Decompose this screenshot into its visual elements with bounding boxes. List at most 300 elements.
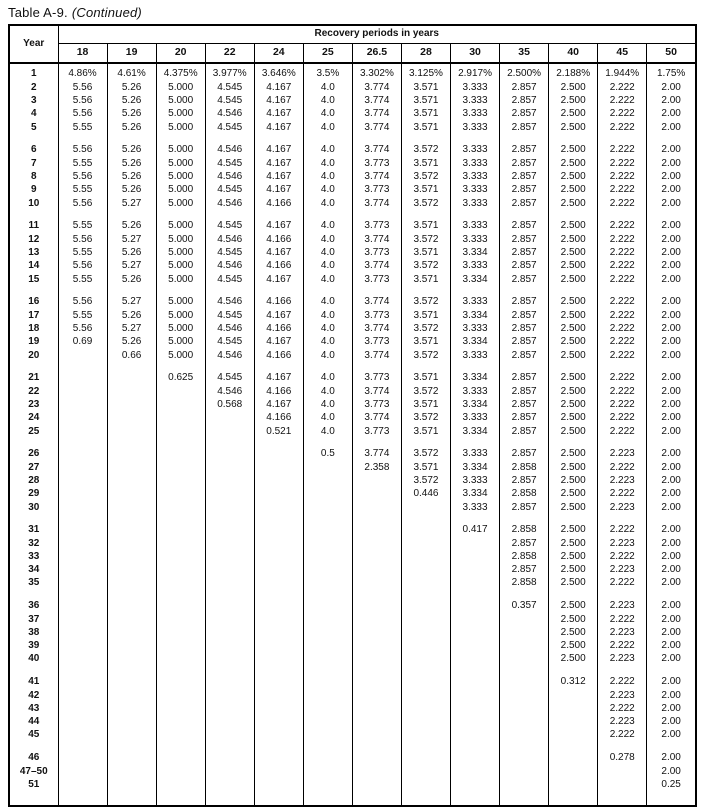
value-cell: [156, 551, 205, 564]
value-cell: [401, 626, 450, 639]
value-cell: [451, 729, 500, 742]
value-cell: [107, 653, 156, 666]
value-cell: 2.500: [549, 448, 598, 461]
value-cell: 2.00: [647, 372, 696, 385]
value-cell: 2.00: [647, 537, 696, 550]
value-cell: [254, 524, 303, 537]
value-cell: 3.977%: [205, 68, 254, 81]
year-cell: 22: [9, 385, 58, 398]
value-cell: 2.857: [500, 220, 549, 233]
value-cell: 4.166: [254, 233, 303, 246]
value-cell: 4.0: [303, 309, 352, 322]
value-cell: 3.774: [352, 260, 401, 273]
value-cell: 2.00: [647, 197, 696, 210]
value-cell: 2.00: [647, 399, 696, 412]
year-cell: 24: [9, 412, 58, 425]
value-cell: 3.334: [451, 372, 500, 385]
value-cell: [303, 765, 352, 778]
value-cell: 3.773: [352, 184, 401, 197]
year-cell: 29: [9, 488, 58, 501]
value-cell: 2.00: [647, 488, 696, 501]
value-cell: 2.857: [500, 475, 549, 488]
value-cell: 4.545: [205, 220, 254, 233]
year-cell: 4: [9, 108, 58, 121]
value-cell: 0.66: [107, 349, 156, 362]
column-header: 22: [205, 43, 254, 63]
table-row: [9, 676, 696, 689]
value-cell: [500, 676, 549, 689]
value-cell: [107, 537, 156, 550]
value-cell: [107, 448, 156, 461]
value-cell: 3.333: [451, 296, 500, 309]
value-cell: [254, 640, 303, 653]
value-cell: 3.333: [451, 260, 500, 273]
value-cell: [352, 778, 401, 791]
value-cell: 2.500: [549, 564, 598, 577]
value-cell: 3.773: [352, 425, 401, 438]
value-cell: [254, 689, 303, 702]
value-cell: 4.167: [254, 184, 303, 197]
value-cell: [156, 577, 205, 590]
value-cell: [401, 524, 450, 537]
value-cell: [303, 600, 352, 613]
value-cell: 5.27: [107, 323, 156, 336]
table-row: [9, 600, 696, 613]
value-cell: [401, 778, 450, 791]
value-cell: 3.774: [352, 144, 401, 157]
value-cell: [205, 475, 254, 488]
value-cell: 2.223: [598, 689, 647, 702]
value-cell: [352, 613, 401, 626]
year-cell: 37: [9, 613, 58, 626]
value-cell: [156, 399, 205, 412]
value-cell: 4.61%: [107, 68, 156, 81]
value-cell: 3.773: [352, 220, 401, 233]
value-cell: [352, 564, 401, 577]
value-cell: [205, 412, 254, 425]
value-cell: 3.333: [451, 171, 500, 184]
value-cell: [254, 626, 303, 639]
value-cell: [58, 676, 107, 689]
table-row: [9, 95, 696, 108]
value-cell: 2.222: [598, 144, 647, 157]
value-cell: 5.55: [58, 273, 107, 286]
value-cell: 0.357: [500, 600, 549, 613]
value-cell: [451, 640, 500, 653]
table-row: [9, 220, 696, 233]
value-cell: [156, 385, 205, 398]
value-cell: [58, 752, 107, 765]
value-cell: 4.167: [254, 157, 303, 170]
value-cell: 2.222: [598, 399, 647, 412]
value-cell: 3.333: [451, 220, 500, 233]
value-cell: 2.222: [598, 220, 647, 233]
value-cell: [205, 425, 254, 438]
value-cell: 2.500: [549, 81, 598, 94]
value-cell: [451, 765, 500, 778]
value-cell: [254, 752, 303, 765]
value-cell: 2.857: [500, 184, 549, 197]
value-cell: 5.55: [58, 309, 107, 322]
value-cell: 2.00: [647, 551, 696, 564]
value-cell: [254, 564, 303, 577]
value-cell: 5.000: [156, 309, 205, 322]
value-cell: 2.857: [500, 197, 549, 210]
value-cell: 5.56: [58, 144, 107, 157]
value-cell: 3.774: [352, 171, 401, 184]
value-cell: 4.86%: [58, 68, 107, 81]
value-cell: [500, 729, 549, 742]
value-cell: 4.0: [303, 247, 352, 260]
year-cell: 32: [9, 537, 58, 550]
value-cell: 2.500: [549, 425, 598, 438]
table-continued-label: (Continued): [71, 5, 142, 20]
value-cell: [205, 577, 254, 590]
value-cell: [549, 729, 598, 742]
year-cell: 20: [9, 349, 58, 362]
value-cell: [107, 600, 156, 613]
value-cell: 2.857: [500, 296, 549, 309]
value-cell: [451, 600, 500, 613]
value-cell: [107, 501, 156, 514]
value-cell: [401, 702, 450, 715]
value-cell: 3.773: [352, 273, 401, 286]
value-cell: 2.500%: [500, 68, 549, 81]
value-cell: 2.857: [500, 273, 549, 286]
value-cell: [451, 702, 500, 715]
value-cell: 2.00: [647, 336, 696, 349]
table-row: [9, 273, 696, 286]
table-row: [9, 524, 696, 537]
table-row: [9, 537, 696, 550]
value-cell: 2.00: [647, 157, 696, 170]
value-cell: [205, 626, 254, 639]
value-cell: [107, 577, 156, 590]
value-cell: 3.333: [451, 323, 500, 336]
value-cell: 4.167: [254, 372, 303, 385]
value-cell: 2.858: [500, 577, 549, 590]
column-header: 40: [549, 43, 598, 63]
value-cell: 4.0: [303, 197, 352, 210]
value-cell: 2.188%: [549, 68, 598, 81]
value-cell: 2.500: [549, 626, 598, 639]
value-cell: 4.167: [254, 108, 303, 121]
value-cell: 0.278: [598, 752, 647, 765]
year-cell: 43: [9, 702, 58, 715]
value-cell: 2.500: [549, 501, 598, 514]
year-cell: 39: [9, 640, 58, 653]
table-row: [9, 81, 696, 94]
value-cell: [352, 640, 401, 653]
value-cell: 2.500: [549, 144, 598, 157]
value-cell: [500, 702, 549, 715]
value-cell: [58, 626, 107, 639]
table-row: [9, 385, 696, 398]
year-cell: 9: [9, 184, 58, 197]
value-cell: [303, 551, 352, 564]
value-cell: 3.572: [401, 233, 450, 246]
value-cell: 2.00: [647, 108, 696, 121]
value-cell: 3.774: [352, 197, 401, 210]
value-cell: 4.0: [303, 425, 352, 438]
value-cell: 2.857: [500, 233, 549, 246]
value-cell: [205, 613, 254, 626]
value-cell: 4.167: [254, 95, 303, 108]
value-cell: [352, 653, 401, 666]
value-cell: [549, 752, 598, 765]
table-row: [9, 247, 696, 260]
value-cell: 2.222: [598, 412, 647, 425]
value-cell: 3.333: [451, 197, 500, 210]
value-cell: 2.500: [549, 171, 598, 184]
value-cell: 5.000: [156, 247, 205, 260]
value-cell: 2.222: [598, 296, 647, 309]
value-cell: 4.546: [205, 296, 254, 309]
value-cell: 2.858: [500, 461, 549, 474]
value-cell: 5.26: [107, 171, 156, 184]
value-cell: 5.26: [107, 108, 156, 121]
value-cell: 4.0: [303, 399, 352, 412]
value-cell: [303, 537, 352, 550]
value-cell: 3.334: [451, 247, 500, 260]
value-cell: 4.0: [303, 385, 352, 398]
value-cell: 4.546: [205, 144, 254, 157]
value-cell: [401, 551, 450, 564]
column-header: 25: [303, 43, 352, 63]
value-cell: 2.223: [598, 501, 647, 514]
value-cell: 2.00: [647, 309, 696, 322]
year-cell: 38: [9, 626, 58, 639]
value-cell: [598, 765, 647, 778]
value-cell: [254, 676, 303, 689]
value-cell: [107, 689, 156, 702]
value-cell: 4.167: [254, 144, 303, 157]
value-cell: [451, 626, 500, 639]
value-cell: [451, 551, 500, 564]
value-cell: 5.56: [58, 296, 107, 309]
value-cell: 4.545: [205, 273, 254, 286]
value-cell: [254, 702, 303, 715]
value-cell: [303, 524, 352, 537]
value-cell: 4.166: [254, 260, 303, 273]
value-cell: [401, 765, 450, 778]
value-cell: 4.546: [205, 171, 254, 184]
value-cell: 2.00: [647, 233, 696, 246]
value-cell: [58, 765, 107, 778]
value-cell: 2.500: [549, 108, 598, 121]
value-cell: 3.774: [352, 349, 401, 362]
value-cell: 2.858: [500, 488, 549, 501]
value-cell: 2.00: [647, 765, 696, 778]
value-cell: [205, 488, 254, 501]
value-cell: 2.222: [598, 184, 647, 197]
value-cell: 2.00: [647, 247, 696, 260]
value-cell: 2.222: [598, 233, 647, 246]
value-cell: [303, 640, 352, 653]
value-cell: 2.500: [549, 247, 598, 260]
value-cell: [107, 461, 156, 474]
value-cell: 2.00: [647, 564, 696, 577]
value-cell: 2.500: [549, 197, 598, 210]
value-cell: [205, 551, 254, 564]
value-cell: 4.546: [205, 108, 254, 121]
value-cell: 5.27: [107, 233, 156, 246]
value-cell: 4.0: [303, 171, 352, 184]
value-cell: 3.572: [401, 385, 450, 398]
value-cell: [58, 653, 107, 666]
value-cell: [156, 702, 205, 715]
value-cell: 5.000: [156, 260, 205, 273]
value-cell: 4.0: [303, 220, 352, 233]
value-cell: 4.0: [303, 184, 352, 197]
value-cell: 3.333: [451, 349, 500, 362]
value-cell: 5.000: [156, 81, 205, 94]
value-cell: 5.56: [58, 260, 107, 273]
value-cell: 2.00: [647, 95, 696, 108]
value-cell: [156, 689, 205, 702]
value-cell: 5.55: [58, 184, 107, 197]
value-cell: [254, 778, 303, 791]
year-cell: 19: [9, 336, 58, 349]
value-cell: 3.773: [352, 157, 401, 170]
value-cell: [303, 689, 352, 702]
value-cell: 2.223: [598, 475, 647, 488]
value-cell: [254, 716, 303, 729]
table-row: [9, 260, 696, 273]
value-cell: 4.166: [254, 296, 303, 309]
value-cell: [352, 551, 401, 564]
value-cell: 5.000: [156, 197, 205, 210]
year-cell: 13: [9, 247, 58, 260]
year-cell: 3: [9, 95, 58, 108]
value-cell: 5.000: [156, 144, 205, 157]
value-cell: 4.545: [205, 81, 254, 94]
column-header: 24: [254, 43, 303, 63]
value-cell: [500, 778, 549, 791]
value-cell: 5.26: [107, 121, 156, 134]
depreciation-table: [8, 24, 697, 807]
value-cell: [401, 676, 450, 689]
table-row: [9, 640, 696, 653]
table-row: [9, 488, 696, 501]
value-cell: 4.167: [254, 399, 303, 412]
value-cell: [156, 537, 205, 550]
value-cell: 2.857: [500, 349, 549, 362]
value-cell: 5.000: [156, 184, 205, 197]
value-cell: 3.571: [401, 157, 450, 170]
spacer-row: [9, 590, 696, 600]
year-cell: 23: [9, 399, 58, 412]
value-cell: 2.222: [598, 247, 647, 260]
table-row: [9, 157, 696, 170]
value-cell: 2.500: [549, 613, 598, 626]
year-cell: 7: [9, 157, 58, 170]
year-cell: 36: [9, 600, 58, 613]
value-cell: [107, 729, 156, 742]
value-cell: 2.00: [647, 81, 696, 94]
value-cell: [205, 689, 254, 702]
value-cell: [58, 501, 107, 514]
value-cell: 3.334: [451, 425, 500, 438]
page-title: [8, 5, 142, 20]
value-cell: 5.000: [156, 273, 205, 286]
year-cell: 44: [9, 716, 58, 729]
value-cell: [107, 765, 156, 778]
table-row: [9, 475, 696, 488]
value-cell: 2.222: [598, 336, 647, 349]
value-cell: [205, 600, 254, 613]
value-cell: [58, 689, 107, 702]
value-cell: [107, 564, 156, 577]
value-cell: 2.857: [500, 372, 549, 385]
value-cell: 3.5%: [303, 68, 352, 81]
value-cell: 3.333: [451, 81, 500, 94]
value-cell: 4.545: [205, 336, 254, 349]
value-cell: 5.26: [107, 157, 156, 170]
value-cell: 2.222: [598, 729, 647, 742]
year-cell: 16: [9, 296, 58, 309]
value-cell: [451, 577, 500, 590]
value-cell: 2.500: [549, 220, 598, 233]
column-header: 19: [107, 43, 156, 63]
value-cell: 2.500: [549, 121, 598, 134]
value-cell: [401, 689, 450, 702]
value-cell: 4.546: [205, 385, 254, 398]
value-cell: [205, 524, 254, 537]
year-cell: 11: [9, 220, 58, 233]
value-cell: 3.571: [401, 425, 450, 438]
value-cell: [156, 425, 205, 438]
value-cell: [303, 778, 352, 791]
value-cell: [107, 372, 156, 385]
value-cell: [549, 716, 598, 729]
value-cell: 4.545: [205, 184, 254, 197]
value-cell: 4.546: [205, 233, 254, 246]
value-cell: 3.572: [401, 144, 450, 157]
value-cell: 2.500: [549, 309, 598, 322]
value-cell: 3.571: [401, 121, 450, 134]
table-row: [9, 613, 696, 626]
value-cell: 2.222: [598, 171, 647, 184]
value-cell: 0.312: [549, 676, 598, 689]
value-cell: 2.00: [647, 412, 696, 425]
value-cell: 2.857: [500, 412, 549, 425]
value-cell: 5.55: [58, 121, 107, 134]
year-cell: 26: [9, 448, 58, 461]
spacer-row: [9, 514, 696, 524]
value-cell: 2.222: [598, 613, 647, 626]
value-cell: 2.00: [647, 689, 696, 702]
spacer-row: [9, 286, 696, 296]
value-cell: 2.857: [500, 157, 549, 170]
value-cell: 2.00: [647, 729, 696, 742]
table-body: [9, 63, 696, 806]
value-cell: [401, 729, 450, 742]
value-cell: 2.00: [647, 385, 696, 398]
value-cell: [352, 689, 401, 702]
year-cell: 17: [9, 309, 58, 322]
value-cell: [254, 577, 303, 590]
value-cell: 2.222: [598, 640, 647, 653]
value-cell: [254, 600, 303, 613]
value-cell: 3.333: [451, 95, 500, 108]
value-cell: 2.500: [549, 95, 598, 108]
value-cell: 2.00: [647, 184, 696, 197]
value-cell: [205, 501, 254, 514]
value-cell: 4.545: [205, 95, 254, 108]
value-cell: 2.857: [500, 171, 549, 184]
year-cell: 10: [9, 197, 58, 210]
